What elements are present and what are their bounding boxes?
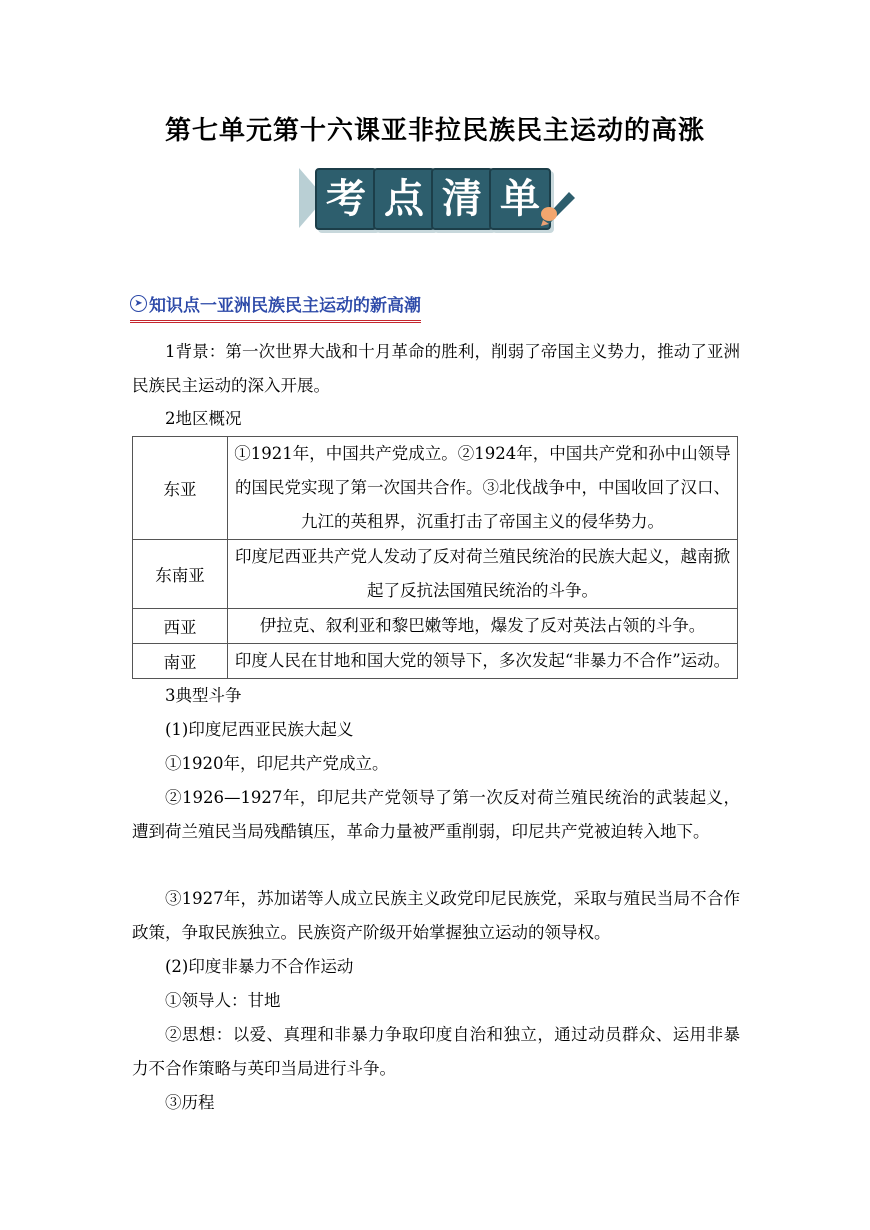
region-text: 印度尼西亚共产党人发动了反对荷兰殖民统治的民族大起义，越南掀起了反抗法国殖民统治的斗争。 — [228, 540, 738, 609]
banner-char-1: 考 — [315, 168, 377, 230]
india-title: (2)印度非暴力不合作运动 — [165, 957, 354, 976]
banner-char-3: 清 — [431, 168, 493, 230]
region-overview-table — [132, 436, 738, 679]
page-title: 第七单元第十六课亚非拉民族民主运动的高涨 — [164, 116, 705, 146]
region-name: 东南亚 — [133, 540, 228, 609]
indonesia-title: (1)印度尼西亚民族大起义 — [165, 720, 354, 739]
table-row — [133, 540, 738, 609]
background-paragraph: 1背景：第一次世界大战和十月革命的胜利，削弱了帝国主义势力，推动了亚洲民族民主运动的深入开展。 — [132, 342, 740, 395]
india-point-3: ③历程 — [165, 1093, 215, 1112]
region-text: ①1921年，中国共产党成立。②1924年，中国共产党和孙中山领导的国民党实现了第一次国共合作。③北伐战争中，中国收回了汉口、九江的英租界，沉重打击了帝国主义的侵华势力。 — [228, 437, 738, 540]
region-name: 南亚 — [133, 644, 228, 679]
indonesia-point-1: ①1920年，印尼共产党成立。 — [165, 754, 389, 773]
indonesia-point-2: ②1926—1927年，印尼共产党领导了第一次反对荷兰殖民统治的武装起义，遭到荷兰殖民当局残酷镇压，革命力量被严重削弱，印尼共产党被迫转入地下。 — [132, 788, 740, 841]
region-text: 印度人民在甘地和国大党的领导下，多次发起“非暴力不合作”运动。 — [228, 644, 738, 679]
pencil-icon — [535, 186, 579, 226]
region-name: 西亚 — [133, 609, 228, 644]
table-row — [133, 609, 738, 644]
banner-char-2: 点 — [373, 168, 435, 230]
arrow-circle-icon: ➤ — [130, 295, 147, 312]
banner — [299, 164, 575, 236]
table-row — [133, 644, 738, 679]
indonesia-point-3: ③1927年，苏加诺等人成立民族主义政党印尼民族党，采取与殖民当局不合作政策，争取民族独立。民族资产阶级开始掌握独立运动的领导权。 — [132, 889, 740, 942]
section-heading — [130, 291, 421, 323]
banner-char-4: 单 — [489, 168, 551, 230]
india-point-2: ②思想：以爱、真理和非暴力争取印度自治和独立，通过动员群众、运用非暴力不合作策略与英印当局进行斗争。 — [132, 1025, 740, 1078]
struggles-title: 3典型斗争 — [165, 686, 242, 705]
india-point-1: ①领导人：甘地 — [165, 991, 281, 1010]
region-text: 伊拉克、叙利亚和黎巴嫩等地，爆发了反对英法占领的斗争。 — [228, 609, 738, 644]
section-heading-text: 知识点一亚洲民族民主运动的新高潮 — [149, 296, 421, 316]
table-row — [133, 437, 738, 540]
overview-title: 2地区概况 — [165, 409, 242, 428]
region-name: 东亚 — [133, 437, 228, 540]
